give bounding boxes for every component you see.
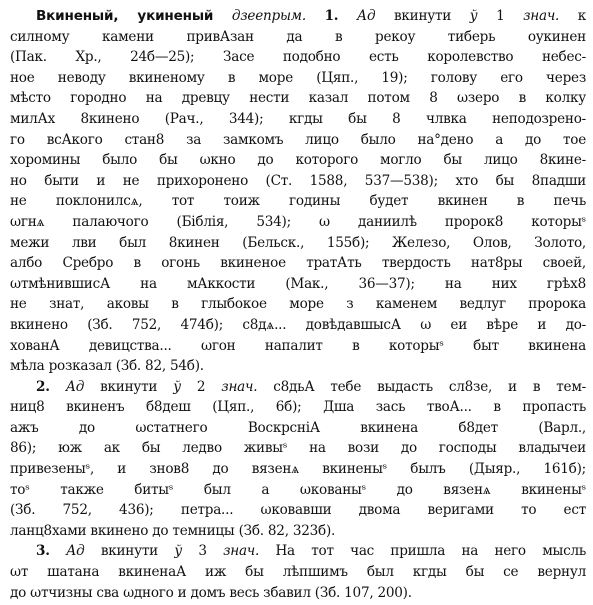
sense-2-line: 86); юж ак бы ледво живыˢ на вози до господы владычеи: [10, 440, 586, 457]
sense-2-line: (Зб. 752, 436); петра... ωковавши двома веригами то ест: [10, 502, 586, 519]
sense-1-line: силному камени привАзан да в рекоу тиберь оукинен: [10, 28, 586, 45]
sense-1-line: ωтмѣнившисА на мАккости (Мак., 36—37); на них грѣх8: [10, 275, 586, 292]
sense-1-line: го всАкого стан8 за замкомъ лицо было на°дено а до тое: [10, 131, 586, 148]
sense-1-line: ωгнѧ палаючого (Біблія, 534); ω даниилѣ пророк8 которыˢ: [10, 213, 586, 230]
sense-1-word: вкинути: [394, 8, 452, 24]
sense-2-line: ланц8хами вкинено до темницы (Зб. 82, 323б).: [10, 522, 336, 539]
entry-first-line: [10, 6, 586, 27]
sense-3-first-line: [10, 541, 586, 562]
sense-2-paragraph: [10, 377, 586, 542]
sense-2-line-0: с8дьА тебе выдасть сл8зе, и в тем-: [273, 378, 586, 395]
sense-1-line: мѣла розказал (Зб. 82, 54б).: [10, 358, 204, 375]
sense-3-ad: Ад: [66, 543, 85, 560]
sense-3-line-0: На тот час пришла на него мысль: [275, 543, 586, 560]
sense-3-ref-u: ў: [174, 543, 182, 560]
sense-1-line: мѣсто городно на древцу нести казал потом 8 ωзеро в колку: [10, 90, 586, 107]
sense-1-line: не поклонилсѧ, тот тоиж годины будет вкинен в печь: [10, 193, 586, 210]
sense-2-line: ажъ до ωстатнего ВоскрсніА вкинена б8дет (Варл.,: [10, 419, 586, 436]
sense-2-ad: Ад: [65, 378, 85, 395]
sense-1-line: ное неводу вкиненому в море (Цяп., 19); голову его через: [10, 69, 586, 86]
sense-2-first-line: [10, 377, 586, 398]
sense-2-word: вкинути: [100, 378, 158, 395]
sense-2-number: 2.: [36, 378, 50, 395]
sense-1-ref-u: ў: [469, 8, 478, 24]
sense-1-line: межи лви был 8кинен (Бельск., 155б); Железо, Олов, Золото,: [10, 234, 586, 251]
headword: Вкиненый, укиненый: [36, 8, 214, 24]
sense-1-ad: Ад: [356, 8, 376, 24]
sense-3-line: до ωтчизны сва ωдного и домъ весь збавил (Зб. 107, 200).: [10, 584, 412, 601]
sense-1-paragraph: [10, 6, 586, 377]
sense-1-line-0: к: [577, 8, 586, 24]
sense-1-line: хоромины было бы ωкно до которого могло бы лицо 8кине-: [10, 152, 586, 169]
sense-3-paragraph: [10, 541, 586, 603]
sense-1-line: милАх 8кинено (Рач., 344); кгды бы 8 члвка неподозрено-: [10, 110, 586, 127]
sense-1-line: албо Сребро в огонь вкиненое тратАть твердость нат8ры своей,: [10, 255, 586, 272]
sense-3-word: вкинути: [100, 543, 158, 560]
sense-3-ref-znach: знач.: [223, 543, 260, 560]
sense-1-line: хованА девицства... ωгон напалит в которыˢ быт вкинена: [10, 337, 586, 354]
sense-2-ref-znach: знач.: [221, 378, 258, 395]
sense-3-number: 3.: [36, 543, 50, 560]
sense-1-line: вкинено (Зб. 752, 474б); с8дѧ... довѣдавшысА ω еи вѣре и до-: [10, 316, 586, 333]
sense-1-number: 1.: [324, 8, 339, 24]
sense-1-ref-n: 1: [496, 8, 505, 24]
sense-2-ref-n: 2: [196, 378, 206, 395]
sense-2-line: ниц8 вкиненъ б8деш (Цяп., 6б); Дша зась твоА... в пропасть: [10, 399, 586, 416]
sense-1-line: (Пак. Хр., 24б—25); Засе подобно есть королевство небес-: [10, 49, 586, 66]
sense-3-line: ωт шатана вкиненаА иж бы лѣпшимъ был кгды бы се вернул: [10, 564, 586, 581]
sense-1-ref-znach: знач.: [523, 8, 560, 24]
sense-1-line: но быти и не прихоронено (Ст. 1588, 537—538); хто бы 8падши: [10, 172, 586, 189]
sense-2-line: привезеныˢ, и знов8 до вязенѧ вкиненыˢ былъ (Дыяр., 161б);: [10, 461, 586, 478]
sense-2-ref-u: ў: [173, 378, 181, 395]
sense-3-ref-n: 3: [198, 543, 207, 560]
sense-1-line: не знат, аковы в глыбокое море з каменем ведлуг пророка: [10, 296, 586, 313]
sense-2-line: тоˢ также битыˢ был а ωкованыˢ до вязенѧ вкиненыˢ: [10, 481, 586, 498]
part-of-speech: дзеепрым.: [231, 8, 306, 24]
